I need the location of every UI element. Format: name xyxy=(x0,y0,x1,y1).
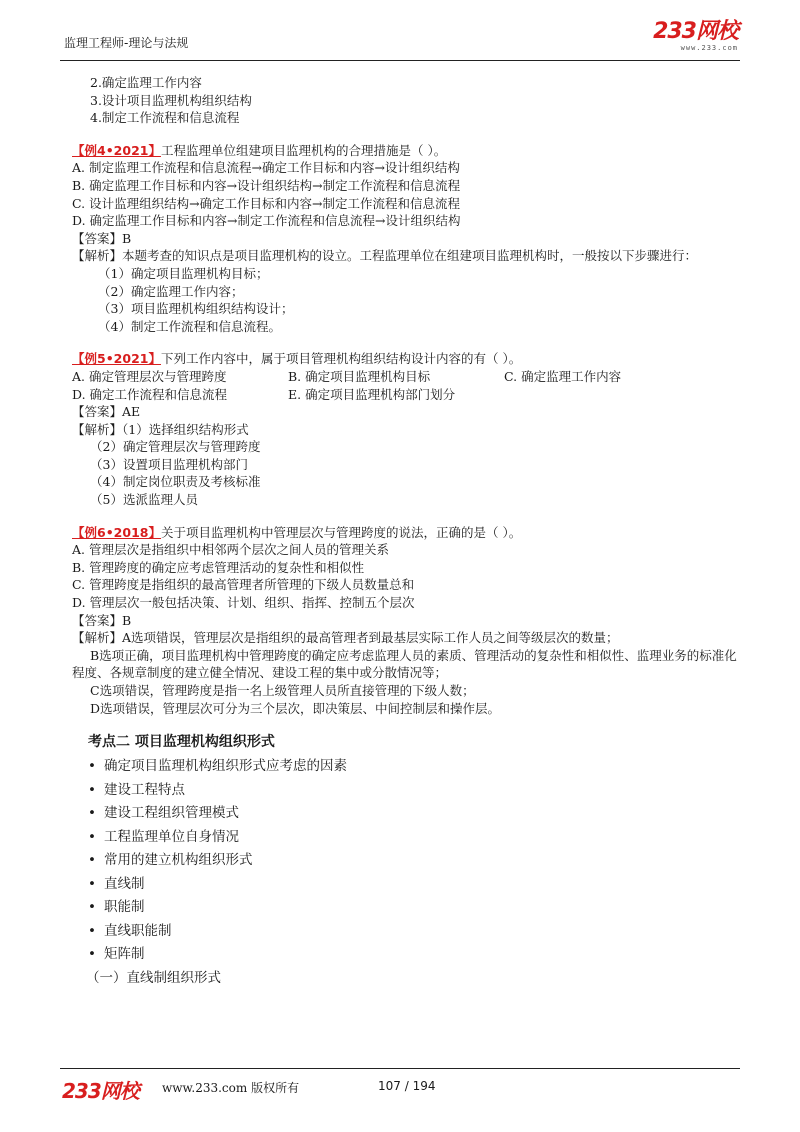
options-row xyxy=(72,386,744,404)
bullet-icon: • xyxy=(88,875,96,892)
bullet-text: 职能制 xyxy=(104,899,145,916)
answer: 【答案】B xyxy=(72,612,132,628)
analysis: 【解析】A选项错误，管理层次是指组织的最高管理者到最基层实际工作人员之间等级层次的数量； xyxy=(72,630,619,646)
option: B. 确定项目监理机构目标 xyxy=(288,368,431,384)
option: D. 确定监理工作目标和内容→制定工作流程和信息流程→设计组织结构 xyxy=(72,213,461,229)
bullet-icon: • xyxy=(88,805,96,822)
step: （3）项目监理机构组织结构设计； xyxy=(98,301,294,317)
step: （1）确定项目监理机构目标； xyxy=(98,265,269,281)
brand-logo xyxy=(653,20,738,52)
example-tag: 【例5•2021】 xyxy=(72,351,161,367)
bullet-icon: • xyxy=(88,828,96,845)
bullet-text: 建设工程特点 xyxy=(104,781,185,798)
example-tag: 【例6•2018】 xyxy=(72,524,161,540)
option: E. 确定项目监理机构部门划分 xyxy=(288,386,456,402)
list-item xyxy=(72,849,744,873)
example-tag: 【例4•2021】 xyxy=(72,142,161,158)
option: C. 设计监理组织结构→确定工作目标和内容→制定工作流程和信息流程 xyxy=(72,195,461,211)
bullet-text: 常用的建立机构组织形式 xyxy=(104,852,253,869)
list-item xyxy=(72,920,744,944)
bullet-icon: • xyxy=(88,781,96,798)
analysis: 【解析】（1）选择组织结构形式 xyxy=(72,421,249,437)
option: D. 确定工作流程和信息流程 xyxy=(72,386,228,402)
question-text: 关于项目监理机构中管理层次与管理跨度的说法，正确的是（ ）。 xyxy=(160,524,522,540)
option: C. 确定监理工作内容 xyxy=(504,368,622,384)
bullet-icon: • xyxy=(88,852,96,869)
bullet-icon: • xyxy=(88,899,96,916)
step: （4）制定岗位职责及考核标准 xyxy=(90,474,261,490)
example-4-question xyxy=(72,142,744,160)
section-title: 考点二 项目监理机构组织形式 xyxy=(88,734,275,751)
footer-logo: 233网校 xyxy=(62,1079,139,1103)
option: B. 确定监理工作目标和内容→设计组织结构→制定工作流程和信息流程 xyxy=(72,177,461,193)
header-title: 监理工程师-理论与法规 xyxy=(64,36,189,50)
option: C. 管理跨度是指组织的最高管理者所管理的下级人员数量总和 xyxy=(72,577,415,593)
answer: 【答案】AE xyxy=(72,404,141,420)
option: B. 管理跨度的确定应考虑管理活动的复杂性和相似性 xyxy=(72,559,365,575)
step: （5）选派监理人员 xyxy=(90,492,198,508)
bullet-text: 矩阵制 xyxy=(104,946,145,963)
bullet-text: 确定项目监理机构组织形式应考虑的因素 xyxy=(104,758,347,775)
intro-line: 4.制定工作流程和信息流程 xyxy=(90,110,240,126)
option: A. 确定管理层次与管理跨度 xyxy=(72,368,227,384)
question-text: 工程监理单位组建项目监理机构的合理措施是（ ）。 xyxy=(160,142,447,158)
bullet-text: 工程监理单位自身情况 xyxy=(104,828,239,845)
step: （4）制定工作流程和信息流程。 xyxy=(98,318,281,334)
bullet-text: 直线职能制 xyxy=(104,922,172,939)
option: A. 管理层次是指组织中相邻两个层次之间人员的管理关系 xyxy=(72,542,389,558)
bullet-text: 建设工程组织管理模式 xyxy=(104,805,239,822)
step: （2）确定监理工作内容； xyxy=(98,283,244,299)
analysis: 【解析】本题考查的知识点是项目监理机构的设立。工程监理单位在组建项目监理机构时，一般按以下步骤进行： xyxy=(72,248,698,264)
analysis: B选项正确，项目监理机构中管理跨度的确定应考虑监理人员的素质、管理活动的复杂性和相似性、监理业务的标准化程度、各规章制度的建立健全情况、建设工程的集中或分散情况等； xyxy=(72,647,737,681)
analysis: D选项错误，管理层次可分为三个层次，即决策层、中间控制层和操作层。 xyxy=(90,700,501,716)
page-header xyxy=(60,19,740,61)
page-number: 107 / 194 xyxy=(378,1079,436,1093)
page-content xyxy=(72,74,744,990)
bullet-icon: • xyxy=(88,758,96,775)
page-footer xyxy=(60,1068,740,1109)
step: （3）设置项目监理机构部门 xyxy=(90,456,248,472)
list-item xyxy=(72,802,744,826)
list-item xyxy=(72,873,744,897)
list-item xyxy=(72,896,744,920)
list-item xyxy=(72,826,744,850)
bullet-text: 直线制 xyxy=(104,875,145,892)
logo-url: www.233.com xyxy=(680,44,738,52)
analysis: C选项错误，管理跨度是指一名上级管理人员所直接管理的下级人数； xyxy=(90,683,475,698)
example-6-question xyxy=(72,524,744,542)
intro-line: 3.设计项目监理机构组织结构 xyxy=(90,92,252,108)
list-item xyxy=(72,943,744,967)
intro-line: 2.确定监理工作内容 xyxy=(90,75,202,90)
question-text: 下列工作内容中，属于项目管理机构组织结构设计内容的有（ ）。 xyxy=(160,351,522,367)
step: （2）确定管理层次与管理跨度 xyxy=(90,439,261,455)
bullet-icon: • xyxy=(88,922,96,939)
footer-copyright: www.233.com 版权所有 xyxy=(162,1081,300,1095)
bullet-icon: • xyxy=(88,946,96,963)
list-item xyxy=(72,779,744,803)
example-5-question xyxy=(72,350,744,368)
list-item xyxy=(72,755,744,779)
option: D. 管理层次一般包括决策、计划、组织、指挥、控制五个层次 xyxy=(72,595,415,611)
sub-heading: （一）直线制组织形式 xyxy=(86,969,221,986)
answer: 【答案】B xyxy=(72,230,132,246)
logo-text: 233网校 xyxy=(653,19,738,44)
option: A. 制定监理工作流程和信息流程→确定工作目标和内容→设计组织结构 xyxy=(72,160,460,176)
options-row xyxy=(72,368,744,386)
